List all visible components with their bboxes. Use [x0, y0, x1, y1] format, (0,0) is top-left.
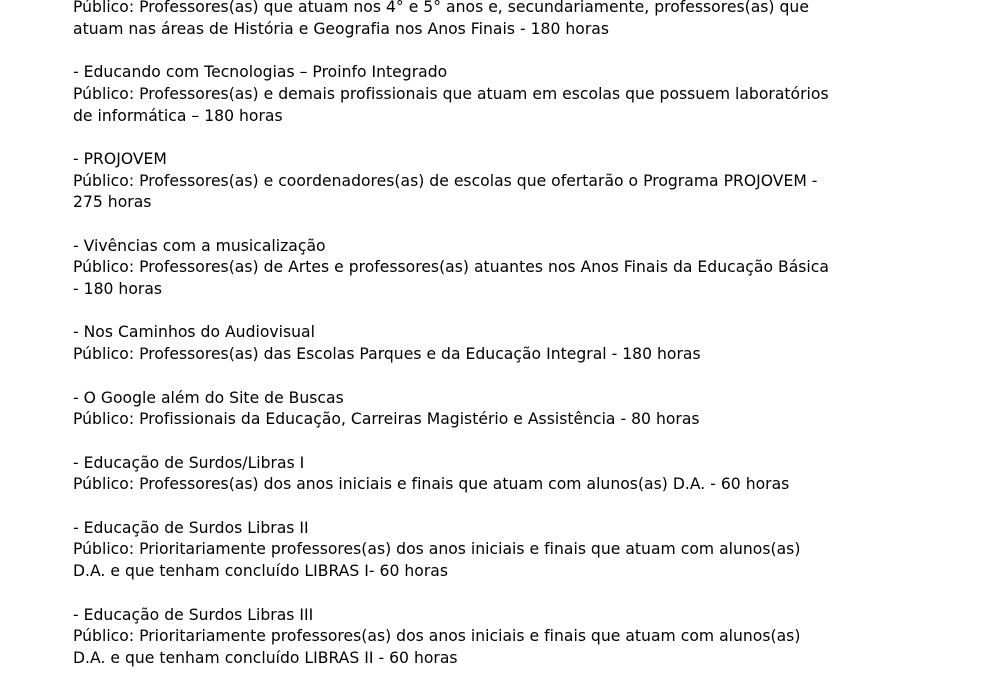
course-item [73, 236, 953, 301]
course-title: - Educação de Surdos Libras III [73, 605, 314, 624]
course-item [73, 388, 953, 431]
document-body [73, 0, 953, 691]
course-title: - Vivências com a musicalização [73, 236, 326, 255]
course-audience-line: Público: Prioritariamente professores(as) dos anos iniciais e finais que atuam com alunos(as) [73, 540, 801, 559]
course-audience-line: Público: Profissionais da Educação, Carreiras Magistério e Assistência - 80 horas [73, 410, 700, 429]
course-audience-line: Público: Professores(as) de Artes e professores(as) atuantes nos Anos Finais da Educação Básica [73, 258, 829, 277]
course-audience-line: D.A. e que tenham concluído LIBRAS I- 60 horas [73, 562, 448, 581]
course-item [73, 518, 953, 583]
course-audience-line: - 180 horas [73, 280, 163, 299]
course-audience-line: 275 horas [73, 193, 152, 212]
course-audience-line: de informática – 180 horas [73, 106, 283, 125]
course-title: - Educando com Tecnologias – Proinfo Integrado [73, 63, 448, 82]
course-title: - Nos Caminhos do Audiovisual [73, 323, 315, 342]
course-item [73, 605, 953, 670]
course-audience-line: Público: Professores(as) dos anos iniciais e finais que atuam com alunos(as) D.A. - 60 horas [73, 475, 790, 494]
course-audience-line: D.A. e que tenham concluído LIBRAS II - 60 horas [73, 648, 458, 667]
course-title: - Educação de Surdos Libras II [73, 518, 309, 537]
course-title: - Educação de Surdos/Libras I [73, 453, 305, 472]
course-item [73, 62, 953, 127]
course-audience-line: Público: Prioritariamente professores(as) dos anos iniciais e finais que atuam com alunos(as) [73, 627, 801, 646]
course-item [73, 322, 953, 365]
course-item [73, 0, 953, 40]
course-audience-line: Público: Professores(as) das Escolas Parques e da Educação Integral - 180 horas [73, 345, 701, 364]
course-audience-line: atuam nas áreas de História e Geografia nos Anos Finais - 180 horas [73, 19, 609, 38]
course-audience-line: Público: Professores(as) que atuam nos 4° e 5° anos e, secundariamente, professores(as) que [73, 0, 809, 16]
course-item [73, 453, 953, 496]
course-audience-line: Público: Professores(as) e demais profissionais que atuam em escolas que possuem laboratórios [73, 84, 829, 103]
course-title: - O Google além do Site de Buscas [73, 388, 344, 407]
course-audience-line: Público: Professores(as) e coordenadores(as) de escolas que ofertarão o Programa PROJOVEM - [73, 171, 818, 190]
course-item [73, 149, 953, 214]
course-title: - PROJOVEM [73, 149, 167, 168]
